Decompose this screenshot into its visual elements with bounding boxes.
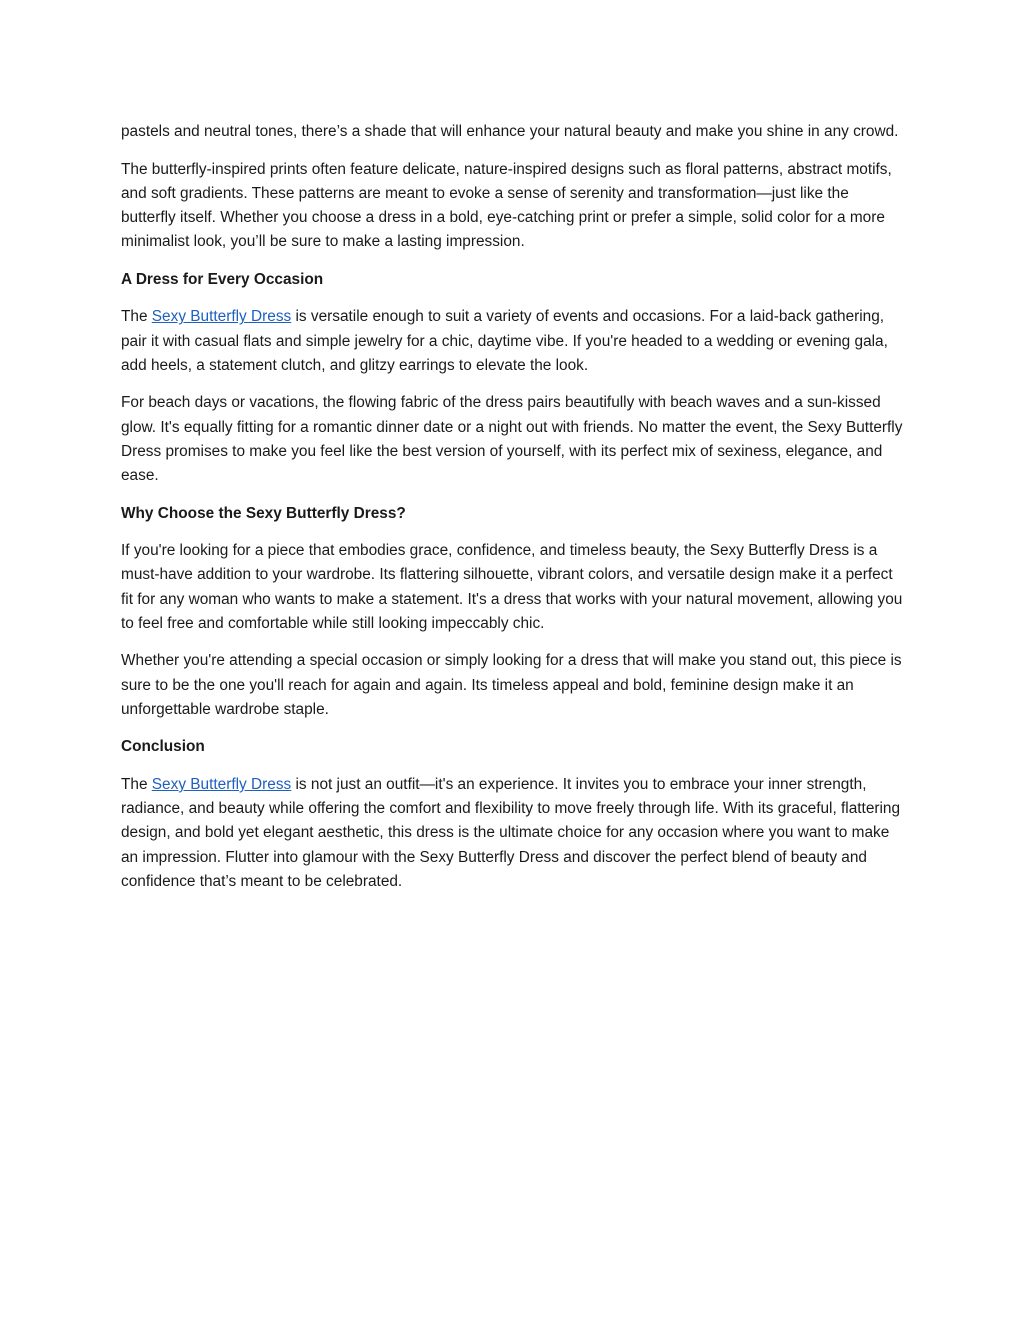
heading-why-choose: Why Choose the Sexy Butterfly Dress? bbox=[121, 504, 406, 522]
paragraph-prints: The butterfly-inspired prints often feature delicate, nature-inspired designs such as floral patterns, abstract motifs, and soft gradients. These patterns are meant to evoke a sense of serenity and transformation—just like the butterfly itself. Whether you choose a dress in a bold, eye-catching print or prefer a simple, solid color for a more minimalist look, you’ll be sure to make a lasting impression. bbox=[121, 160, 892, 251]
heading-occasion: A Dress for Every Occasion bbox=[121, 270, 324, 288]
paragraph-special-occasion: Whether you're attending a special occasion or simply looking for a dress that will make you stand out, this piece is sure to be the one you'll reach for again and again. Its timeless appeal and bold, feminine design make it an unforgettable wardrobe staple. bbox=[121, 652, 902, 718]
paragraph-versatile bbox=[121, 305, 905, 378]
sexy-butterfly-dress-link-conclusion[interactable]: Sexy Butterfly Dress bbox=[151, 775, 292, 793]
paragraph-versatile-prefix: The bbox=[121, 308, 152, 326]
paragraph-conclusion-text: is not just an outfit—it's an experience. It invites you to embrace your inner strength, radiance, and beauty while offering the comfort and flexibility to move freely through life. With its graceful, flattering design, and bold yet elegant aesthetic, this dress is the ultimate choice for any occasion where you want to make an impression. Flutter into glamour with the Sexy Butterfly Dress and discover the perfect blend of beauty and confidence that’s meant to be celebrated. bbox=[121, 775, 901, 890]
sexy-butterfly-dress-link[interactable]: Sexy Butterfly Dress bbox=[151, 308, 292, 326]
paragraph-beach: For beach days or vacations, the flowing fabric of the dress pairs beautifully with beach waves and a sun-kissed glow. It's equally fitting for a romantic dinner date or a night out with friends. No matter the event, the Sexy Butterfly Dress promises to make you feel like the best version of yourself, with its perfect mix of sexiness, elegance, and ease. bbox=[121, 394, 903, 484]
paragraph-grace: If you're looking for a piece that embodies grace, confidence, and timeless beauty, the Sexy Butterfly Dress is a must-have addition to your wardrobe. Its flattering silhouette, vibrant colors, and versatile design make it a perfect fit for any woman who wants to make a statement. It's a dress that works with your natural movement, allowing you to feel free and comfortable while still looking impeccably chic. bbox=[121, 542, 903, 632]
paragraph-conclusion bbox=[121, 773, 905, 894]
document-body bbox=[121, 120, 905, 907]
paragraph-intro-continued: pastels and neutral tones, there’s a shade that will enhance your natural beauty and make you shine in any crowd. bbox=[121, 123, 899, 140]
paragraph-versatile-text: is versatile enough to suit a variety of events and occasions. For a laid-back gathering, pair it with casual flats and simple jewelry for a chic, daytime vibe. If you're headed to a wedding or evening gala, add heels, a statement clutch, and glitzy earrings to elevate the look. bbox=[121, 308, 888, 374]
paragraph-conclusion-prefix: The bbox=[121, 775, 152, 793]
heading-conclusion: Conclusion bbox=[121, 738, 205, 756]
